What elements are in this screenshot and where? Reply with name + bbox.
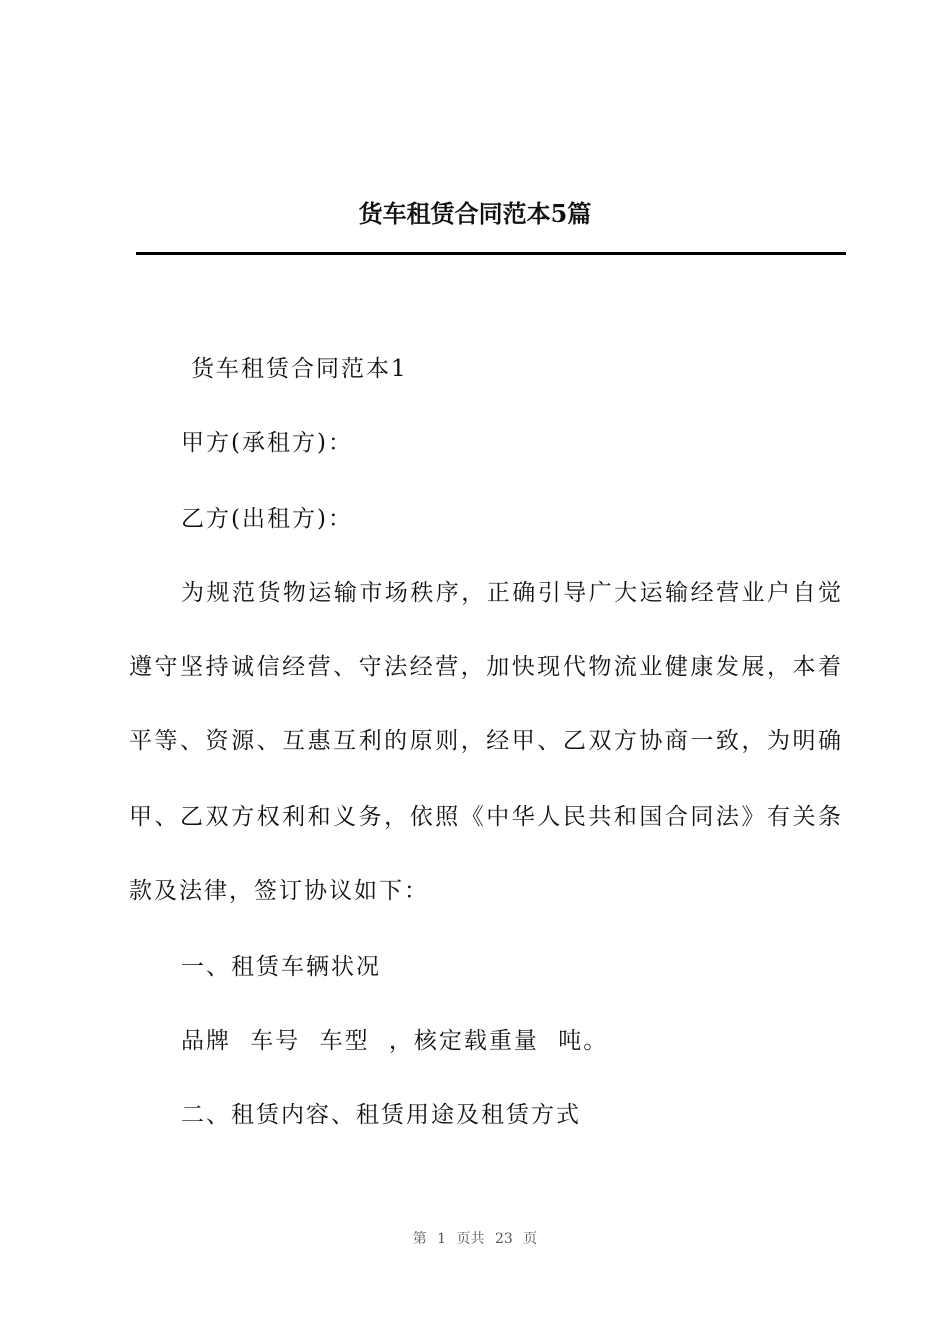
title-underline: [136, 252, 846, 255]
clause-heading: 二、租赁内容、租赁用途及租赁方式: [181, 1102, 581, 1128]
paragraph-line: 平等、资源、互惠互利的原则，经甲、乙双方协商一致，为明确: [129, 728, 843, 754]
paragraph-line: 遵守坚持诚信经营、守法经营，加快现代物流业健康发展，本着: [129, 654, 843, 680]
paragraph-line: 款及法律，签订协议如下：: [129, 878, 429, 904]
section-heading: 货车租赁合同范本1: [191, 356, 408, 382]
party-b-line: 乙方(出租方)：: [181, 506, 353, 532]
page-footer: 第 1 页共 23 页: [412, 1231, 538, 1247]
paragraph-line: 为规范货物运输市场秩序，正确引导广大运输经营业户自觉: [181, 580, 843, 606]
party-a-line: 甲方(承租方)：: [181, 430, 353, 456]
paragraph-line: 甲、乙双方权利和义务，依照《中华人民共和国合同法》有关条: [129, 804, 843, 830]
document-title: 货车租赁合同范本5篇: [358, 199, 592, 228]
clause-heading: 一、租赁车辆状况: [181, 954, 381, 980]
clause-text: 品牌 车号 车型 ，核定载重量 吨。: [181, 1028, 609, 1054]
